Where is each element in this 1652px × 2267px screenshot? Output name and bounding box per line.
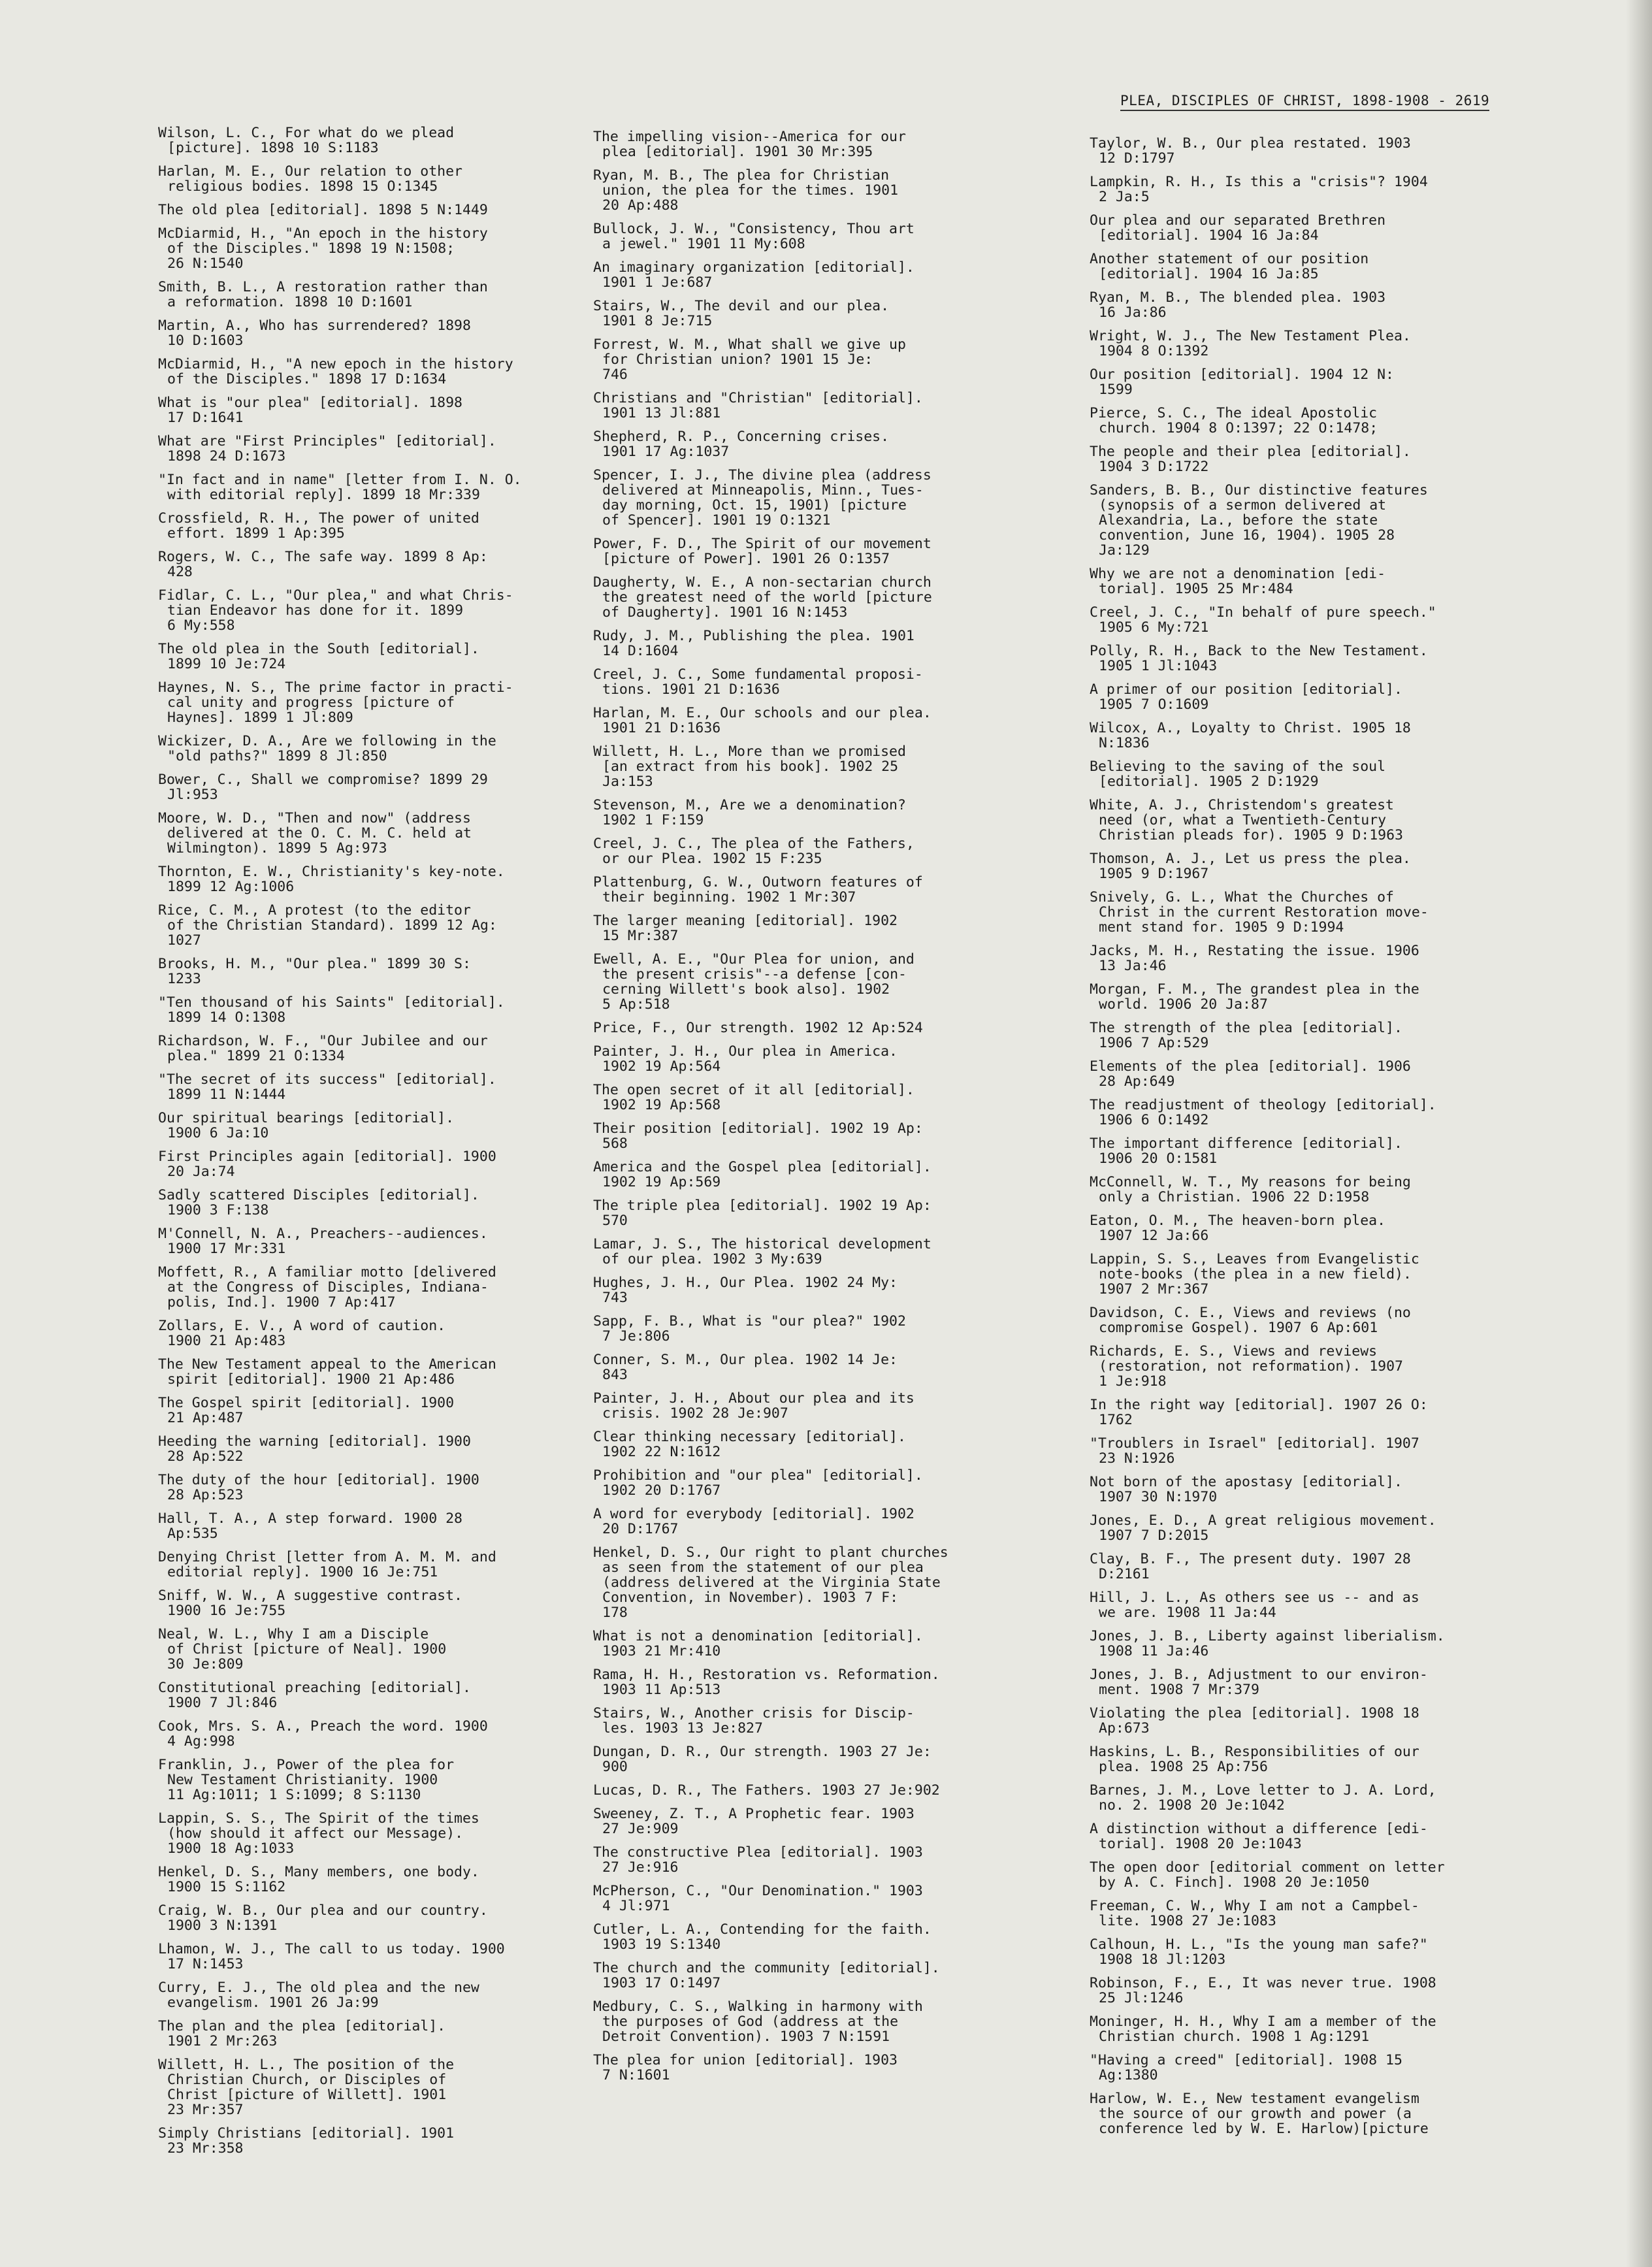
index-entry: The open secret of it all [editorial]. 1902 19 Ap:568: [593, 1082, 915, 1113]
index-entry: The readjustment of theology [editorial]. 1906 6 O:1492: [1090, 1097, 1436, 1128]
index-entry: Price, F., Our strength. 1902 12 Ap:524: [593, 1020, 923, 1036]
index-column-1: [158, 125, 622, 2164]
index-entry: Creel, J. C., "In behalf of pure speech." 1905 6 My:721: [1090, 604, 1436, 636]
index-entry: Lampkin, R. H., Is this a "crisis"? 1904 2 Ja:5: [1090, 174, 1428, 205]
index-entry: Harlan, M. E., Our schools and our plea. 1901 21 D:1636: [593, 705, 931, 736]
index-entry: Prohibition and "our plea" [editorial]. 1902 20 D:1767: [593, 1467, 923, 1499]
index-entry: The constructive Plea [editorial]. 1903 27 Je:916: [593, 1844, 923, 1876]
running-head: PLEA, DISCIPLES OF CHRIST, 1898-1908 - 2619: [1120, 93, 1489, 111]
index-entry: Calhoun, H. L., "Is the young man safe?" 1908 18 Jl:1203: [1090, 1936, 1428, 1968]
index-entry: Snively, G. L., What the Churches of Christ in the current Restoration move- ment stand for. 1905 9 D:1994: [1090, 889, 1429, 936]
index-entry: Cutler, L. A., Contending for the faith. 1903 19 S:1340: [593, 1921, 931, 1953]
index-entry: Our plea and our separated Brethren [editorial]. 1904 16 Ja:84: [1090, 212, 1386, 244]
index-entry: Wilson, L. C., For what do we plead [picture]. 1898 10 S:1183: [158, 125, 455, 156]
index-entry: "Having a creed" [editorial]. 1908 15 Ag:1380: [1090, 2052, 1402, 2083]
index-entry: Jones, J. B., Adjustment to our environ- ment. 1908 7 Mr:379: [1090, 1667, 1428, 1698]
index-entry: The old plea [editorial]. 1898 5 N:1449: [158, 202, 488, 218]
index-entry: Haskins, L. B., Responsibilities of our plea. 1908 25 Ap:756: [1090, 1744, 1419, 1775]
index-entry: Taylor, W. B., Our plea restated. 1903 12 D:1797: [1090, 135, 1411, 167]
index-entry: Robinson, F., E., It was never true. 1908 25 Jl:1246: [1090, 1975, 1436, 2006]
index-entry: Sadly scattered Disciples [editorial]. 1900 3 F:138: [158, 1187, 479, 1218]
index-entry: Our spiritual bearings [editorial]. 1900 6 Ja:10: [158, 1110, 455, 1141]
index-entry: Moore, W. D., "Then and now" (address delivered at the O. C. M. C. held at Wilmington). 1899 5 Ag:973: [158, 810, 472, 856]
index-entry: A primer of our position [editorial]. 1905 7 O:1609: [1090, 681, 1402, 713]
index-entry: Shepherd, R. P., Concerning crises. 1901 17 Ag:1037: [593, 429, 890, 460]
index-entry: What is "our plea" [editorial]. 1898 17 D:1641: [158, 395, 462, 426]
index-entry: Sweeney, Z. T., A Prophetic fear. 1903 27 Je:909: [593, 1806, 915, 1837]
index-entry: Zollars, E. V., A word of caution. 1900 21 Ap:483: [158, 1318, 446, 1349]
index-entry: A distinction without a difference [edi- torial]. 1908 20 Je:1043: [1090, 1821, 1428, 1852]
index-entry: Stairs, W., Another crisis for Discip- les. 1903 13 Je:827: [593, 1705, 915, 1737]
index-entry: The Gospel spirit [editorial]. 1900 21 Ap:487: [158, 1395, 455, 1426]
index-entry: Denying Christ [letter from A. M. M. and editorial reply]. 1900 16 Je:751: [158, 1549, 496, 1580]
index-entry: Jacks, M. H., Restating the issue. 1906 13 Ja:46: [1090, 943, 1419, 974]
index-entry: The triple plea [editorial]. 1902 19 Ap: 570: [593, 1198, 931, 1229]
index-entry: The duty of the hour [editorial]. 1900 28 Ap:523: [158, 1472, 479, 1503]
index-entry: M'Connell, N. A., Preachers--audiences. 1900 17 Mr:331: [158, 1226, 488, 1257]
index-entry: Rice, C. M., A protest (to the editor of the Christian Standard). 1899 12 Ag: 1027: [158, 902, 497, 949]
index-entry: Rogers, W. C., The safe way. 1899 8 Ap: 428: [158, 549, 488, 580]
index-entry: The church and the community [editorial]. 1903 17 O:1497: [593, 1960, 940, 1991]
index-entry: Heeding the warning [editorial]. 1900 28 Ap:522: [158, 1433, 471, 1465]
index-column-3: [1090, 136, 1553, 2145]
index-entry: Morgan, F. M., The grandest plea in the world. 1906 20 Ja:87: [1090, 981, 1419, 1013]
index-entry: America and the Gospel plea [editorial]. 1902 19 Ap:569: [593, 1159, 931, 1190]
index-entry: The New Testament appeal to the American spirit [editorial]. 1900 21 Ap:486: [158, 1356, 496, 1388]
index-entry: Simply Christians [editorial]. 1901 23 Mr:358: [158, 2125, 455, 2157]
index-entry: Forrest, W. M., What shall we give up for Christian union? 1901 15 Je: 746: [593, 336, 906, 383]
index-entry: The larger meaning [editorial]. 1902 15 Mr:387: [593, 913, 898, 944]
index-column-2: [593, 129, 1057, 2091]
index-entry: Clear thinking necessary [editorial]. 1902 22 N:1612: [593, 1429, 906, 1460]
index-entry: Richards, E. S., Views and reviews (restoration, not reformation). 1907 1 Je:918: [1090, 1343, 1403, 1390]
index-entry: Sanders, B. B., Our distinctive features (synopsis of a sermon delivered at Alexandria, La., before the state convention, June 16, 1904). 1905 28 Ja:129: [1090, 482, 1428, 559]
index-entry: The impelling vision--America for our plea [editorial]. 1901 30 Mr:395: [593, 129, 906, 160]
index-entry: Power, F. D., The Spirit of our movement [picture of Power]. 1901 26 O:1357: [593, 536, 931, 567]
index-entry: Henkel, D. S., Our right to plant churches as seen from the statement of our plea (address delivered at the Virginia State Convention, in November). 1903 7 F: 178: [593, 1544, 948, 1621]
index-entry: Believing to the saving of the soul [editorial]. 1905 2 D:1929: [1090, 758, 1386, 790]
index-entry: White, A. J., Christendom's greatest need (or, what a Twentieth-Century Christian pleads for). 1905 9 D:1963: [1090, 797, 1403, 843]
index-entry: Jones, E. D., A great religious movement. 1907 7 D:2015: [1090, 1512, 1436, 1544]
index-entry: Moffett, R., A familiar motto [delivered at the Congress of Disciples, Indiana- polis, Ind.]. 1900 7 Ap:417: [158, 1264, 496, 1311]
index-entry: Lamar, J. S., The historical development of our plea. 1902 3 My:639: [593, 1236, 931, 1267]
index-entry: "The secret of its success" [editorial]. 1899 11 N:1444: [158, 1071, 496, 1103]
index-entry: Smith, B. L., A restoration rather than a reformation. 1898 10 D:1601: [158, 279, 488, 310]
index-entry: Rudy, J. M., Publishing the plea. 1901 14 D:1604: [593, 628, 915, 659]
index-entry: Wickizer, D. A., Are we following in the "old paths?" 1899 8 Jl:850: [158, 733, 496, 764]
index-entry: Barnes, J. M., Love letter to J. A. Lord, no. 2. 1908 20 Je:1042: [1090, 1782, 1436, 1814]
index-entry: Daugherty, W. E., A non-sectarian church the greatest need of the world [picture of Daugherty]. 1901 16 N:1453: [593, 574, 932, 621]
index-entry: McDiarmid, H., "An epoch in the history of the Disciples." 1898 19 N:1508; 26 N:1540: [158, 225, 488, 272]
index-entry: Clay, B. F., The present duty. 1907 28 D:2161: [1090, 1551, 1411, 1582]
index-entry: Painter, J. H., Our plea in America. 1902 19 Ap:564: [593, 1043, 898, 1075]
index-entry: Pierce, S. C., The ideal Apostolic church. 1904 8 O:1397; 22 O:1478;: [1090, 405, 1378, 436]
index-entry: A word for everybody [editorial]. 1902 20 D:1767: [593, 1506, 915, 1537]
index-entry: Richardson, W. F., "Our Jubilee and our plea." 1899 21 O:1334: [158, 1033, 488, 1064]
index-entry: Hall, T. A., A step forward. 1900 28 Ap:535: [158, 1510, 462, 1542]
index-entry: An imaginary organization [editorial]. 1901 1 Je:687: [593, 259, 915, 291]
index-entry: Freeman, C. W., Why I am not a Campbel- lite. 1908 27 Je:1083: [1090, 1898, 1419, 1929]
index-entry: Why we are not a denomination [edi- torial]. 1905 25 Mr:484: [1090, 566, 1386, 597]
index-entry: Thomson, A. J., Let us press the plea. 1905 9 D:1967: [1090, 851, 1411, 882]
index-entry: In the right way [editorial]. 1907 26 O: 1762: [1090, 1397, 1428, 1428]
index-entry: Cook, Mrs. S. A., Preach the word. 1900 4 Ag:998: [158, 1718, 488, 1750]
index-entry: McPherson, C., "Our Denomination." 1903 4 Jl:971: [593, 1883, 923, 1914]
index-entry: "Troublers in Israel" [editorial]. 1907 23 N:1926: [1090, 1435, 1419, 1467]
index-entry: Creel, J. C., Some fundamental proposi- tions. 1901 21 D:1636: [593, 666, 923, 698]
index-entry: Bullock, J. W., "Consistency, Thou art a jewel." 1901 11 My:608: [593, 221, 915, 252]
index-entry: Dungan, D. R., Our strength. 1903 27 Je: 900: [593, 1744, 931, 1775]
index-entry: Their position [editorial]. 1902 19 Ap: 568: [593, 1120, 923, 1152]
index-entry: Wilcox, A., Loyalty to Christ. 1905 18 N:1836: [1090, 720, 1411, 751]
index-entry: Plattenburg, G. W., Outworn features of their beginning. 1902 1 Mr:307: [593, 874, 923, 905]
index-entry: The plan and the plea [editorial]. 1901 2 Mr:263: [158, 2018, 446, 2049]
index-entry: Hughes, J. H., Our Plea. 1902 24 My: 743: [593, 1275, 898, 1306]
index-entry: Thornton, E. W., Christianity's key-note. 1899 12 Ag:1006: [158, 864, 505, 895]
index-entry: Crossfield, R. H., The power of united effort. 1899 1 Ap:395: [158, 510, 479, 542]
index-entry: What is not a denomination [editorial]. 1903 21 Mr:410: [593, 1628, 923, 1659]
index-entry: Creel, J. C., The plea of the Fathers, or our Plea. 1902 15 F:235: [593, 836, 915, 867]
index-entry: The strength of the plea [editorial]. 1906 7 Ap:529: [1090, 1020, 1402, 1051]
index-entry: Jones, J. B., Liberty against liberialism. 1908 11 Ja:46: [1090, 1628, 1445, 1659]
index-entry: Craig, W. B., Our plea and our country. 1900 3 N:1391: [158, 1902, 488, 1934]
index-entry: Haynes, N. S., The prime factor in practi- cal unity and progress [picture of Haynes]. 1899 1 Jl:809: [158, 679, 513, 726]
index-entry: Hill, J. L., As others see us -- and as we are. 1908 11 Ja:44: [1090, 1590, 1419, 1621]
index-entry: Stairs, W., The devil and our plea. 1901 8 Je:715: [593, 298, 890, 329]
index-entry: Stevenson, M., Are we a denomination? 1902 1 F:159: [593, 797, 906, 828]
index-entry: First Principles again [editorial]. 1900 20 Ja:74: [158, 1149, 496, 1180]
index-entry: Spencer, I. J., The divine plea (address delivered at Minneapolis, Minn., Tues- day morning, Oct. 15, 1901) [picture of Spencer]. 1901 19 O:1321: [593, 467, 931, 529]
index-entry: The important difference [editorial]. 1906 20 O:1581: [1090, 1135, 1402, 1167]
index-entry: Our position [editorial]. 1904 12 N: 1599: [1090, 367, 1394, 398]
index-entry: Bower, C., Shall we compromise? 1899 29 Jl:953: [158, 772, 488, 803]
index-entry: Ewell, A. E., "Our Plea for union, and the present crisis"--a defense [con- cerning Willett's book also]. 1902 5 Ap:518: [593, 951, 915, 1013]
index-entry: Constitutional preaching [editorial]. 1900 7 Jl:846: [158, 1680, 471, 1711]
index-entry: Lappin, S. S., The Spirit of the times (how should it affect our Message). 1900 18 Ag:1033: [158, 1810, 479, 1857]
index-entry: Ryan, M. B., The blended plea. 1903 16 Ja:86: [1090, 289, 1386, 321]
index-entry: Not born of the apostasy [editorial]. 1907 30 N:1970: [1090, 1474, 1402, 1505]
index-entry: Painter, J. H., About our plea and its crisis. 1902 28 Je:907: [593, 1390, 915, 1422]
index-entry: "In fact and in name" [letter from I. N. O. with editorial reply]. 1899 18 Mr:339: [158, 472, 522, 503]
index-entry: Franklin, J., Power of the plea for New Testament Christianity. 1900 11 Ag:1011; 1 S:1099; 8 S:1130: [158, 1757, 455, 1803]
index-entry: Harlan, M. E., Our relation to other religious bodies. 1898 15 O:1345: [158, 163, 462, 195]
index-entry: The open door [editorial comment on letter by A. C. Finch]. 1908 20 Je:1050: [1090, 1859, 1445, 1891]
index-entry: Violating the plea [editorial]. 1908 18 Ap:673: [1090, 1705, 1419, 1737]
index-entry: Elements of the plea [editorial]. 1906 28 Ap:649: [1090, 1058, 1411, 1090]
index-entry: The plea for union [editorial]. 1903 7 N:1601: [593, 2052, 898, 2083]
index-entry: Conner, S. M., Our plea. 1902 14 Je: 843: [593, 1352, 898, 1383]
index-entry: McConnell, W. T., My reasons for being only a Christian. 1906 22 D:1958: [1090, 1174, 1411, 1205]
index-entry: Fidlar, C. L., "Our plea," and what Chris- tian Endeavor has done for it. 1899 6 My:558: [158, 587, 513, 634]
index-entry: Lappin, S. S., Leaves from Evangelistic note-books (the plea in a new field). 1907 2 Mr:367: [1090, 1251, 1419, 1297]
index-entry: Martin, A., Who has surrendered? 1898 10 D:1603: [158, 318, 471, 349]
index-entry: Eaton, O. M., The heaven-born plea. 1907 12 Ja:66: [1090, 1213, 1386, 1244]
index-entry: Christians and "Christian" [editorial]. 1901 13 Jl:881: [593, 390, 923, 421]
index-entry: Henkel, D. S., Many members, one body. 1900 15 S:1162: [158, 1864, 479, 1895]
index-entry: Willett, H. L., More than we promised [an extract from his book]. 1902 25 Ja:153: [593, 743, 906, 790]
index-entry: The people and their plea [editorial]. 1904 3 D:1722: [1090, 444, 1411, 475]
index-entry: Sapp, F. B., What is "our plea?" 1902 7 Je:806: [593, 1313, 906, 1345]
index-entry: Curry, E. J., The old plea and the new evangelism. 1901 26 Ja:99: [158, 1980, 479, 2011]
index-entry: Wright, W. J., The New Testament Plea. 1904 8 O:1392: [1090, 328, 1411, 359]
index-entry: Another statement of our position [editorial]. 1904 16 Ja:85: [1090, 251, 1369, 282]
index-entry: McDiarmid, H., "A new epoch in the history of the Disciples." 1898 17 D:1634: [158, 356, 513, 387]
index-entry: Brooks, H. M., "Our plea." 1899 30 S: 1233: [158, 956, 471, 987]
index-entry: What are "First Principles" [editorial]. 1898 24 D:1673: [158, 433, 496, 465]
index-entry: Willett, H. L., The position of the Christian Church, or Disciples of Christ [picture of Willett]. 1901 23 Mr:357: [158, 2057, 455, 2118]
index-entry: Polly, R. H., Back to the New Testament. 1905 1 Jl:1043: [1090, 643, 1428, 674]
index-entry: The old plea in the South [editorial]. 1899 10 Je:724: [158, 641, 479, 672]
index-entry: Medbury, C. S., Walking in harmony with the purposes of God (address at the Detroit Convention). 1903 7 N:1591: [593, 1998, 923, 2045]
index-entry: "Ten thousand of his Saints" [editorial]. 1899 14 O:1308: [158, 994, 505, 1026]
index-entry: Ryan, M. B., The plea for Christian union, the plea for the times. 1901 20 Ap:488: [593, 167, 899, 214]
index-entry: Harlow, W. E., New testament evangelism the source of our growth and power (a conference led by W. E. Harlow)[picture: [1090, 2091, 1429, 2137]
index-entry: Rama, H. H., Restoration vs. Reformation. 1903 11 Ap:513: [593, 1667, 940, 1698]
index-entry: Sniff, W. W., A suggestive contrast. 1900 16 Je:755: [158, 1588, 462, 1619]
index-entry: Neal, W. L., Why I am a Disciple of Christ [picture of Neal]. 1900 30 Je:809: [158, 1626, 447, 1672]
index-entry: Davidson, C. E., Views and reviews (no compromise Gospel). 1907 6 Ap:601: [1090, 1305, 1411, 1336]
index-entry: Moninger, H. H., Why I am a member of the Christian church. 1908 1 Ag:1291: [1090, 2014, 1436, 2045]
index-entry: Lucas, D. R., The Fathers. 1903 27 Je:902: [593, 1782, 940, 1799]
index-entry: Lhamon, W. J., The call to us today. 1900 17 N:1453: [158, 1941, 505, 1972]
